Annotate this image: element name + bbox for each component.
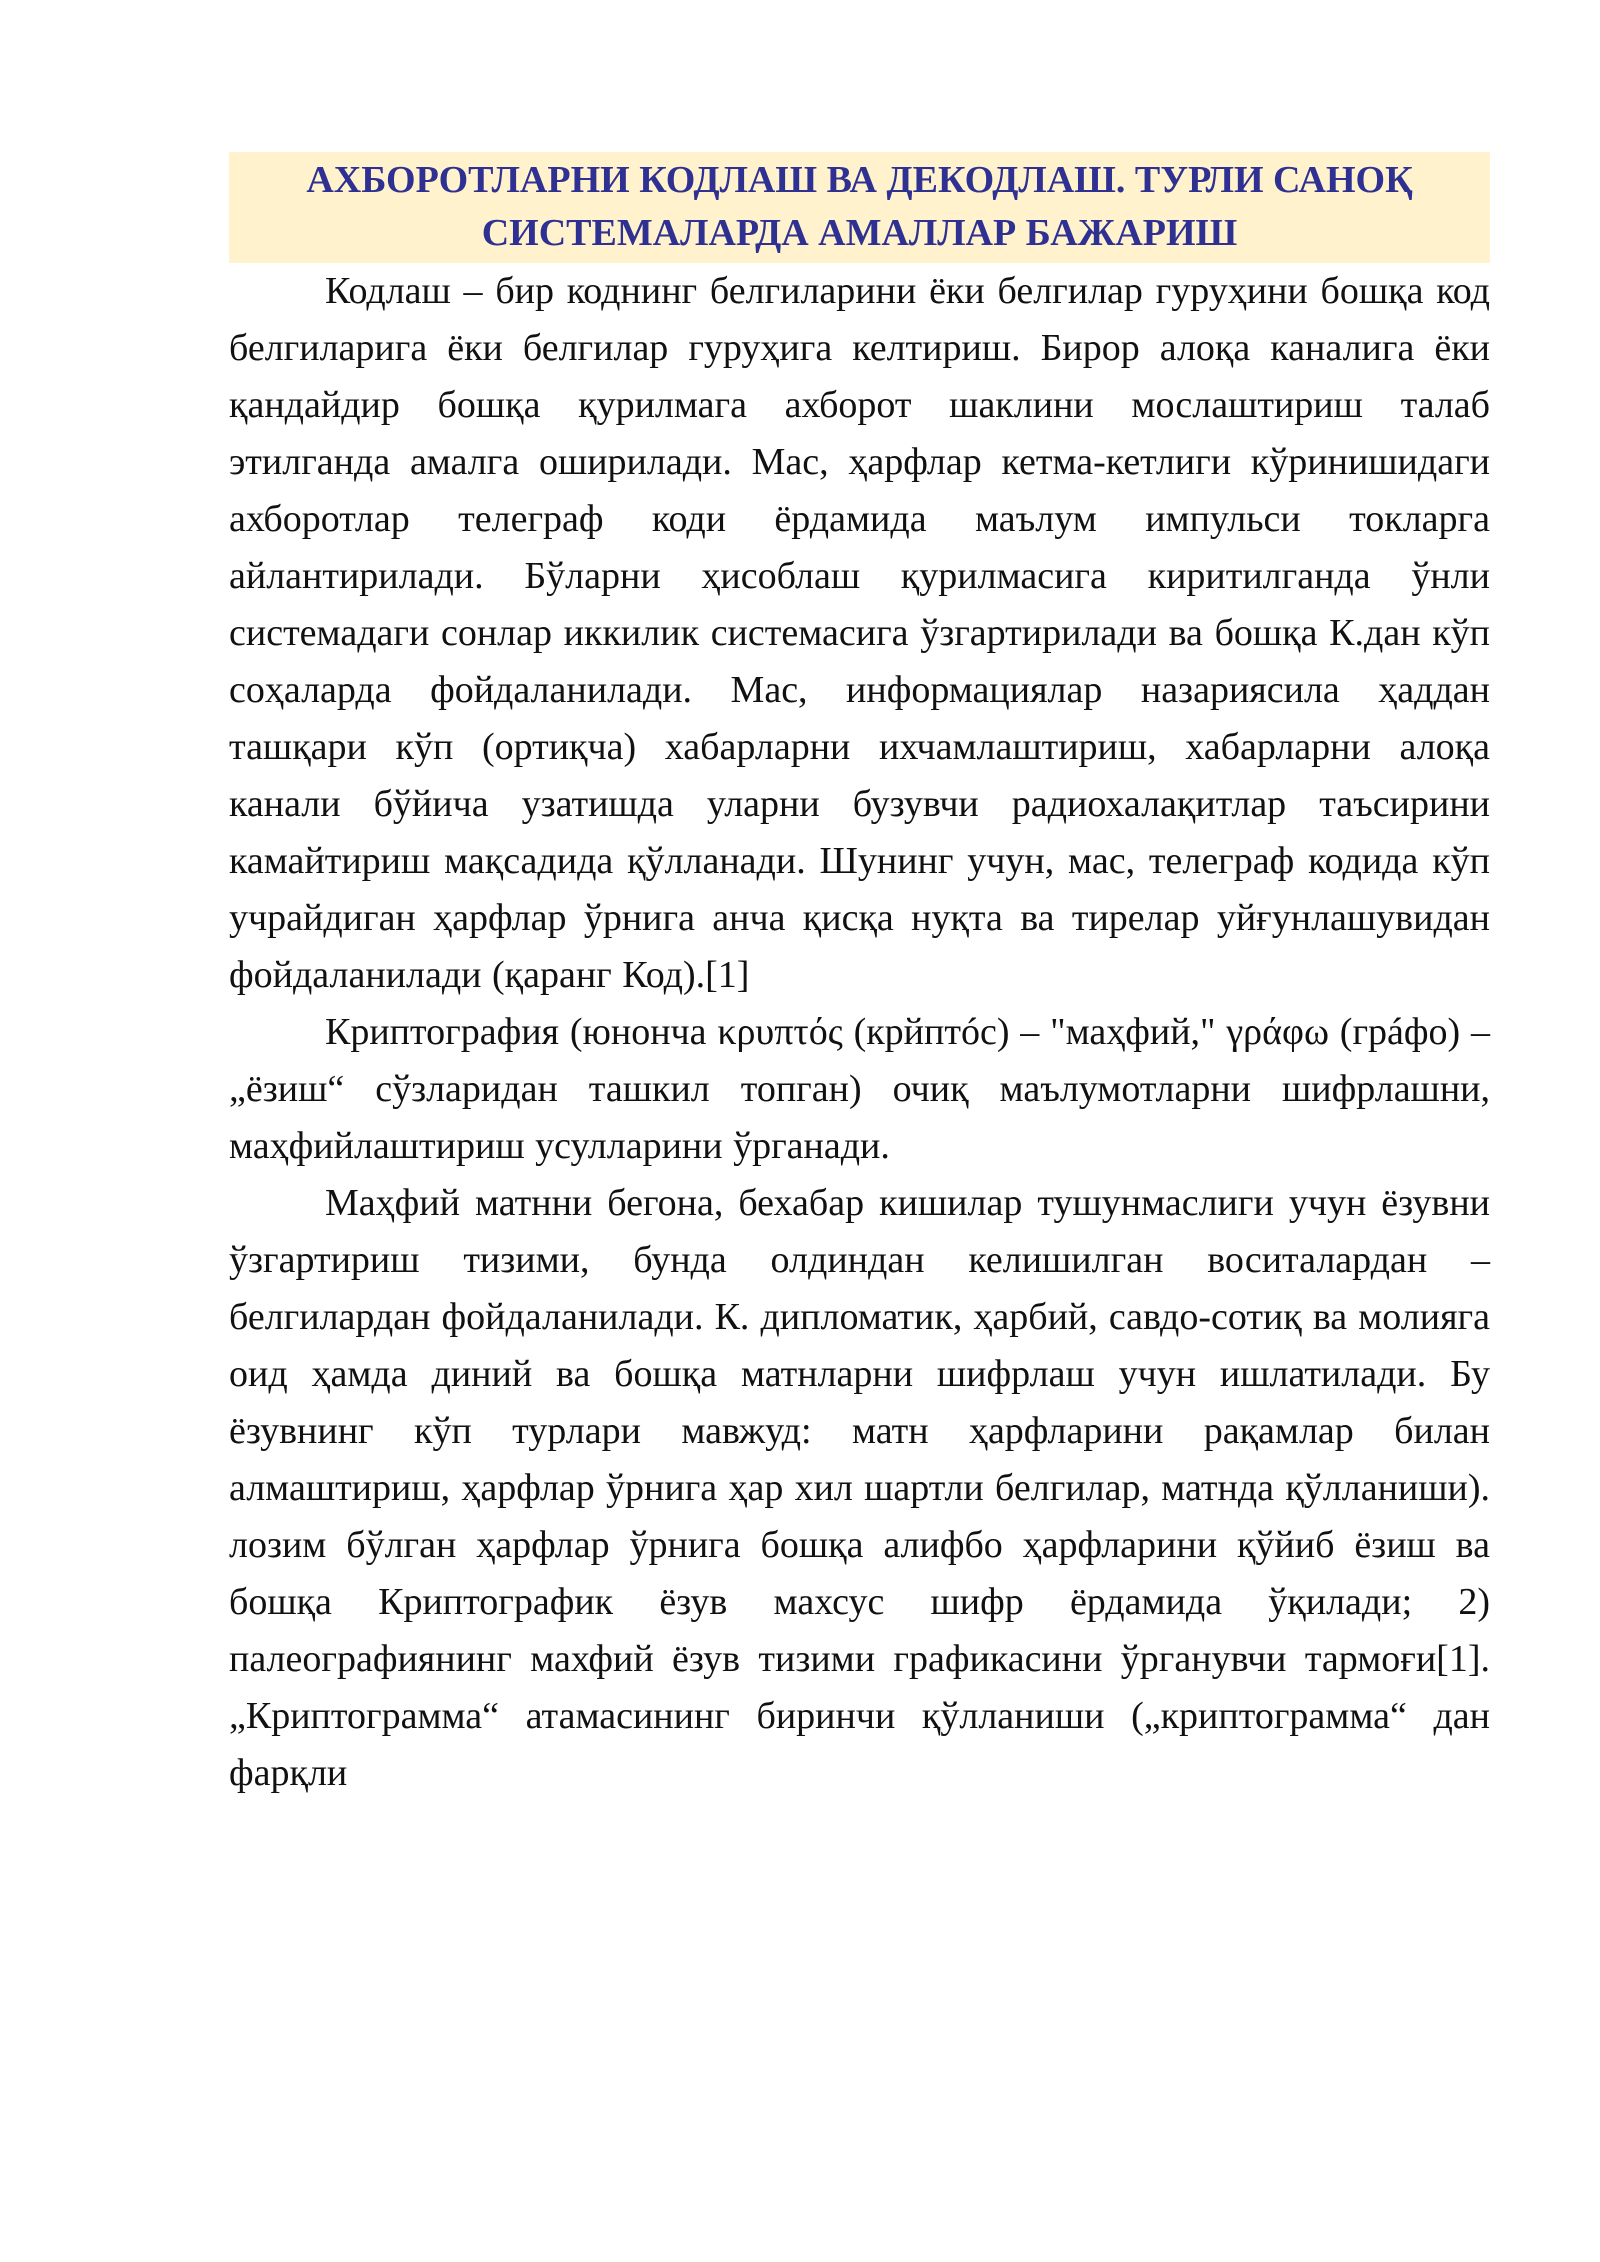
document-title: [229, 152, 1490, 263]
paragraph-coding: Кодлаш – бир коднинг белгиларини ёки белгилар гуруҳини бошқа код белгиларига ёки белгилар гуруҳига келтириш. Бирор алоқа каналига ёки қандайдир бошқа қурилмага ахборот шаклини мослаштириш талаб этилганда амалга оширилади. Мас, ҳарфлар кетма-кетлиги кўринишидаги ахборотлар телеграф коди ёрдамида маълум импульси токларга айлантирилади. Бўларни ҳисоблаш қурилмасига киритилганда ўнли системадаги сонлар иккилик системасига ўзгартирилади ва бошқа К.дан кўп соҳаларда фойдаланилади. Мас, информациялар назариясила ҳаддан ташқари кўп (ортиқча) хабарларни ихчамлаштириш, хабарларни алоқа канали бўйича узатишда уларни бузувчи радиохалақитлар таъсирини камайтириш мақсадида қўлланади. Шунинг учун, мас, телеграф кодида кўп учрайдиган ҳарфлар ўрнига анча қисқа нуқта ва тирелар уйғунлашувидан фойдаланилади (қаранг Код).[1]: [229, 270, 1490, 996]
paragraph-cryptography: Криптография (юнонча κρυπτός (крйптóс) – "маҳфий," γράφω (грáфо) – „ёзиш“ сўзларидан ташкил топган) очиқ маълумотларни шифрлашни, маҳфийлаштириш усулларини ўрганади.: [229, 1011, 1490, 1167]
paragraph-secret-writing: Маҳфий матнни бегона, бехабар кишилар тушунмаслиги учун ёзувни ўзгартириш тизими, бунда олдиндан келишилган воситалардан – белгилардан фойдаланилади. К. дипломатик, ҳарбий, савдо-сотиқ ва молияга оид ҳамда диний ва бошқа матнларни шифрлаш учун ишлатилади. Бу ёзувнинг кўп турлари мавжуд: матн ҳарфларини рақамлар билан алмаштириш, ҳарфлар ўрнига ҳар хил шартли белгилар, матнда қўлланиши). лозим бўлган ҳарфлар ўрнига бошқа алифбо ҳарфларини қўйиб ёзиш ва бошқа Криптографик ёзув махсус шифр ёрдамида ўқилади; 2) палеографиянинг махфий ёзув тизими графикасини ўрганувчи тармоғи[1]. „Криптограмма“ атамасининг биринчи қўлланиши („криптограмма“ дан фарқли: [229, 1182, 1490, 1794]
title-line-1: АХБОРОТЛАРНИ КОДЛАШ ВА ДЕКОДЛАШ. ТУРЛИ САНОҚ: [306, 159, 1413, 201]
document-body: [229, 152, 1490, 1802]
title-line-2: СИСТЕМАЛАРДА АМАЛЛАР БАЖАРИШ: [481, 212, 1238, 254]
